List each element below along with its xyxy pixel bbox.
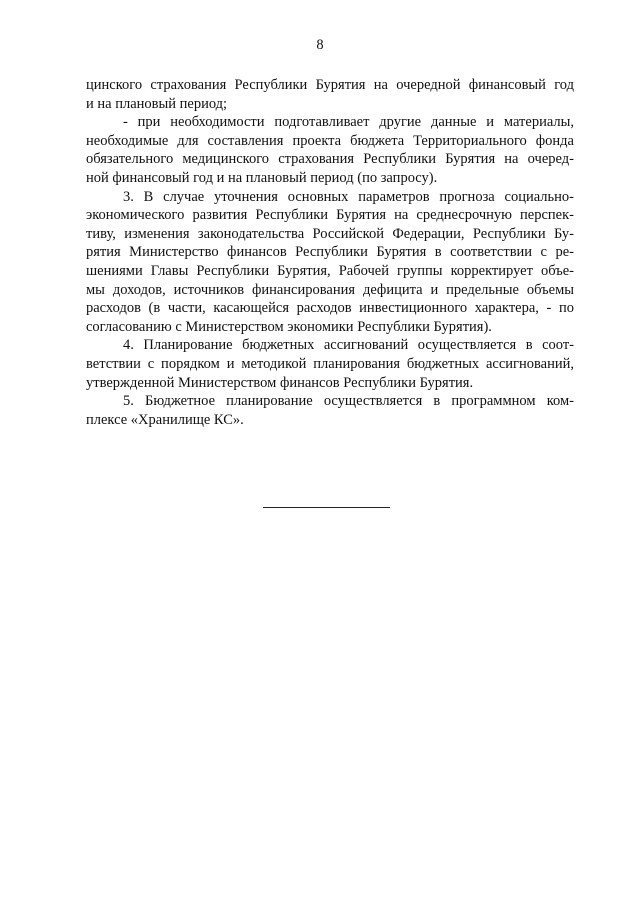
text-line: обязательного медицинского страхования Республики Бурятия на очеред- <box>86 151 574 168</box>
paragraph-prepares-materials <box>86 113 574 187</box>
text-line: ветствии с порядком и методикой планирования бюджетных ассигнований, <box>86 355 574 372</box>
text-line: утвержденной Министерством финансов Республики Бурятия. <box>86 374 474 391</box>
paragraph-item-5 <box>86 392 574 429</box>
text-line: 3. В случае уточнения основных параметров прогноза социально- <box>123 188 574 205</box>
text-line: необходимые для составления проекта бюджета Территориального фонда <box>86 132 574 149</box>
text-line: мы доходов, источников финансирования дефицита и предельные объемы <box>86 281 574 298</box>
text-line: расходов (в части, касающейся расходов инвестиционного характера, - по <box>86 300 574 317</box>
text-line: 5. Бюджетное планирование осуществляется в программном ком- <box>123 393 574 410</box>
closing-divider-line <box>263 507 390 508</box>
text-line: тиву, изменения законодательства Российской Федерации, Республики Бу- <box>86 225 574 242</box>
page-number: 8 <box>316 37 324 53</box>
text-line: плексе «Хранилище КС». <box>86 411 244 428</box>
text-line: экономического развития Республики Бурятия на среднесрочную перспек- <box>86 207 574 224</box>
paragraph-1-continuation <box>86 76 574 113</box>
text-line: - при необходимости подготавливает другие данные и материалы, <box>123 114 574 131</box>
text-line: 4. Планирование бюджетных ассигнований осуществляется в соот- <box>123 337 574 354</box>
text-line: и на плановый период; <box>86 95 228 112</box>
document-body <box>86 76 574 429</box>
text-line: ной финансовый год и на плановый период (по запросу). <box>86 169 438 186</box>
text-line: цинского страхования Республики Бурятия на очередной финансовый год <box>86 77 574 93</box>
paragraph-item-3 <box>86 188 574 337</box>
text-line: шениями Главы Республики Бурятия, Рабочей группы корректирует объе- <box>86 262 574 279</box>
text-line: согласованию с Министерством экономики Республики Бурятия). <box>86 318 492 335</box>
paragraph-item-4 <box>86 336 574 392</box>
text-line: рятия Министерство финансов Республики Бурятия в соответствии с ре- <box>86 244 574 261</box>
